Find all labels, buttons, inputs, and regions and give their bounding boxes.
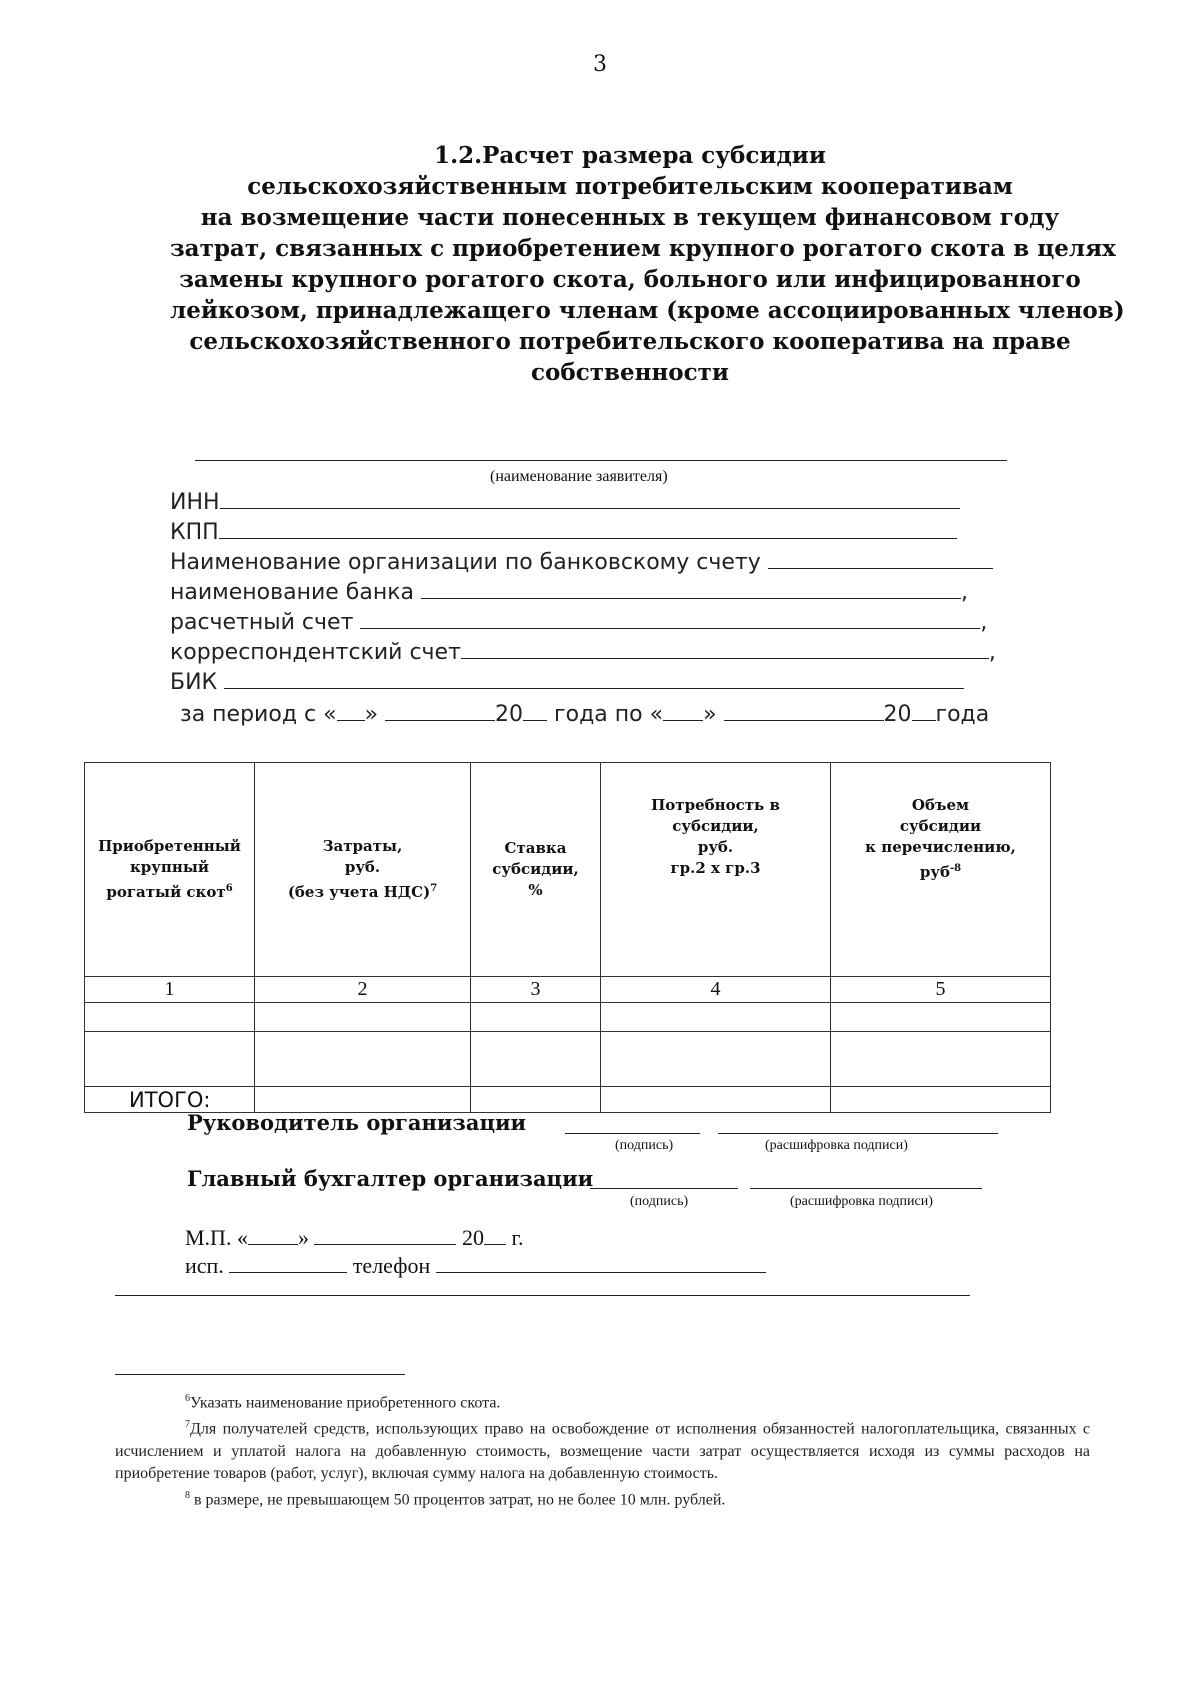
table-cell[interactable] <box>255 1032 471 1087</box>
footnote-ref: -8 <box>950 863 962 874</box>
period-from-day-field[interactable] <box>337 700 365 721</box>
document-title <box>170 140 1125 388</box>
header-cell <box>831 763 1051 977</box>
comma: , <box>988 640 996 665</box>
header-text: Затраты, <box>322 837 403 855</box>
chief-accountant-signature-field[interactable] <box>590 1188 738 1189</box>
header-text: к перечислению, <box>865 838 1016 856</box>
stamp-date-row <box>185 1224 524 1251</box>
footnote-ref: 8 <box>185 1489 190 1501</box>
table-cell[interactable] <box>831 1087 1051 1113</box>
footnotes <box>115 1388 1090 1511</box>
inn-row <box>170 488 960 515</box>
footnote-7 <box>115 1414 1090 1484</box>
head-decipher-field[interactable] <box>718 1133 998 1134</box>
stamp-year-field[interactable] <box>484 1224 506 1245</box>
table-cell[interactable] <box>255 1003 471 1032</box>
footnote-text: Для получателей средств, использующих право на освобождение от исполнения обязанностей налогоплательщика, связанных с исчислением и уплатой налога на добавленную стоимость, возмещение части затрат осуществляется исходя из суммы расходов на приобретение товаров (работ, услуг), включая сумму налога на добавленную стоимость. <box>115 1420 1090 1482</box>
header-text: субсидии, <box>492 860 579 878</box>
phone-field[interactable] <box>436 1252 766 1273</box>
header-text: % <box>528 881 543 899</box>
header-text: Объем <box>911 796 970 814</box>
bik-field[interactable] <box>224 668 964 689</box>
footnote-ref: 6 <box>185 1393 190 1404</box>
kpp-row <box>170 518 957 545</box>
table-cell[interactable] <box>601 1003 831 1032</box>
period-from-year-field[interactable] <box>523 700 547 721</box>
footnote-ref: 7 <box>430 883 438 894</box>
signature-caption: (подпись) <box>615 1138 674 1153</box>
column-number: 5 <box>831 977 1051 1003</box>
header-text: руб. <box>344 858 381 876</box>
account-row <box>170 608 987 635</box>
applicant-name-field[interactable] <box>195 460 1007 461</box>
chief-accountant-signature-label: Главный бухгалтер организации <box>187 1166 594 1191</box>
footnote-text: в размере, не превышающем 50 процентов затрат, но не более 10 млн. рублей. <box>190 1490 726 1508</box>
table-cell[interactable] <box>255 1087 471 1113</box>
table-cell[interactable] <box>471 1032 601 1087</box>
title-line: на возмещение части понесенных в текущем финансовом году <box>200 204 1060 231</box>
org-name-field[interactable] <box>768 548 993 569</box>
year-suffix: г. <box>511 1225 524 1250</box>
stamp-year-prefix: 20 <box>461 1225 484 1250</box>
column-number: 2 <box>255 977 471 1003</box>
comma: , <box>961 580 968 605</box>
org-name-row <box>170 548 993 575</box>
column-number: 4 <box>601 977 831 1003</box>
header-text: гр.2 х гр.3 <box>670 859 761 877</box>
table-cell[interactable] <box>471 1087 601 1113</box>
bik-label: БИК <box>170 670 218 695</box>
account-field[interactable] <box>360 608 980 629</box>
period-row <box>180 700 989 727</box>
title-line: собственности <box>531 359 729 386</box>
header-cell <box>85 763 255 977</box>
title-line: затрат, связанных с приобретением крупного рогатого скота в целях <box>170 235 1116 262</box>
org-name-label: Наименование организации по банковскому счету <box>170 550 761 575</box>
header-text: рогатый скот <box>106 883 226 901</box>
stamp-day-field[interactable] <box>248 1224 298 1245</box>
quote-close: » <box>297 1225 309 1250</box>
inn-field[interactable] <box>220 488 960 509</box>
page-number: 3 <box>593 52 607 77</box>
bik-row <box>170 668 964 695</box>
footnote-separator <box>115 1374 405 1375</box>
bank-name-row <box>170 578 968 605</box>
executor-label: исп. <box>185 1253 224 1278</box>
column-number: 1 <box>85 977 255 1003</box>
table-row <box>85 1003 1051 1032</box>
column-number-row <box>85 977 1051 1003</box>
stamp-month-field[interactable] <box>314 1224 456 1245</box>
header-text: Ставка <box>504 839 567 857</box>
header-text: руб <box>919 863 950 881</box>
comma: , <box>980 610 988 635</box>
table-cell[interactable] <box>831 1003 1051 1032</box>
period-to-year-field[interactable] <box>912 700 936 721</box>
executor-field[interactable] <box>229 1252 347 1273</box>
table-cell[interactable] <box>601 1087 831 1113</box>
header-text: Потребность в <box>651 796 780 814</box>
table-cell[interactable] <box>601 1032 831 1087</box>
table-cell[interactable] <box>85 1003 255 1032</box>
period-to-month-field[interactable] <box>724 700 884 721</box>
period-suffix: года <box>935 702 990 727</box>
header-text: субсидии, <box>672 817 759 835</box>
footnote-text: Указать наименование приобретенного скота. <box>190 1394 501 1412</box>
bank-name-label: наименование банка <box>170 580 414 605</box>
period-prefix: за период с « <box>180 702 337 727</box>
period-from-month-field[interactable] <box>385 700 495 721</box>
column-number: 3 <box>471 977 601 1003</box>
title-line: сельскохозяйственного потребительского кооператива на праве <box>189 328 1071 355</box>
period-mid: года по « <box>554 702 664 727</box>
table-cell[interactable] <box>471 1003 601 1032</box>
footnote-ref: 7 <box>185 1419 190 1431</box>
header-text: крупный <box>129 858 210 876</box>
executor-row <box>185 1252 766 1279</box>
inn-label: ИНН <box>170 490 220 515</box>
title-line: замены крупного рогатого скота, больного или инфицированного <box>179 266 1081 293</box>
phone-label: телефон <box>352 1253 431 1278</box>
header-text: руб. <box>697 838 734 856</box>
title-line: лейкозом, принадлежащего членам (кроме ассоциированных членов) <box>170 297 1125 324</box>
footnote-ref: 6 <box>225 883 233 894</box>
chief-accountant-decipher-field[interactable] <box>750 1188 982 1189</box>
kpp-field[interactable] <box>219 518 957 539</box>
table-cell[interactable] <box>831 1032 1051 1087</box>
period-year-prefix: 20 <box>495 702 524 727</box>
decipher-caption: (расшифровка подписи) <box>765 1138 908 1153</box>
header-text: Приобретенный <box>98 837 241 855</box>
corr-account-field[interactable] <box>461 638 989 659</box>
footnote-8 <box>115 1485 1090 1511</box>
divider <box>115 1295 970 1296</box>
quote-close: » <box>364 702 379 727</box>
corr-account-row <box>170 638 996 665</box>
signature-caption: (подпись) <box>630 1194 689 1209</box>
kpp-label: КПП <box>170 520 219 545</box>
header-cell <box>601 763 831 977</box>
title-line: сельскохозяйственным потребительским кооперативам <box>247 173 1013 200</box>
head-signature-label: Руководитель организации <box>187 1110 527 1135</box>
title-line: 1.2.Расчет размера субсидии <box>434 142 826 169</box>
mp-label: М.П. « <box>185 1225 248 1250</box>
header-text: (без учета НДС) <box>287 883 431 901</box>
period-year-prefix: 20 <box>883 702 912 727</box>
period-to-day-field[interactable] <box>663 700 703 721</box>
account-label: расчетный счет <box>170 610 354 635</box>
footnote-6 <box>115 1388 1090 1414</box>
head-signature-field[interactable] <box>565 1133 700 1134</box>
header-text: субсидии <box>899 817 982 835</box>
corr-account-label: корреспондентский счет <box>170 640 461 665</box>
header-cell <box>471 763 601 977</box>
total-row <box>85 1087 1051 1113</box>
table-row <box>85 1032 1051 1087</box>
quote-close: » <box>703 702 717 727</box>
table-header-row <box>85 763 1051 977</box>
subsidy-table <box>84 762 1051 1113</box>
header-cell <box>255 763 471 977</box>
table-cell[interactable] <box>85 1032 255 1087</box>
applicant-caption: (наименование заявителя) <box>490 468 668 485</box>
decipher-caption: (расшифровка подписи) <box>790 1194 933 1209</box>
bank-name-field[interactable] <box>421 578 961 599</box>
total-label: ИТОГО: <box>85 1087 255 1113</box>
